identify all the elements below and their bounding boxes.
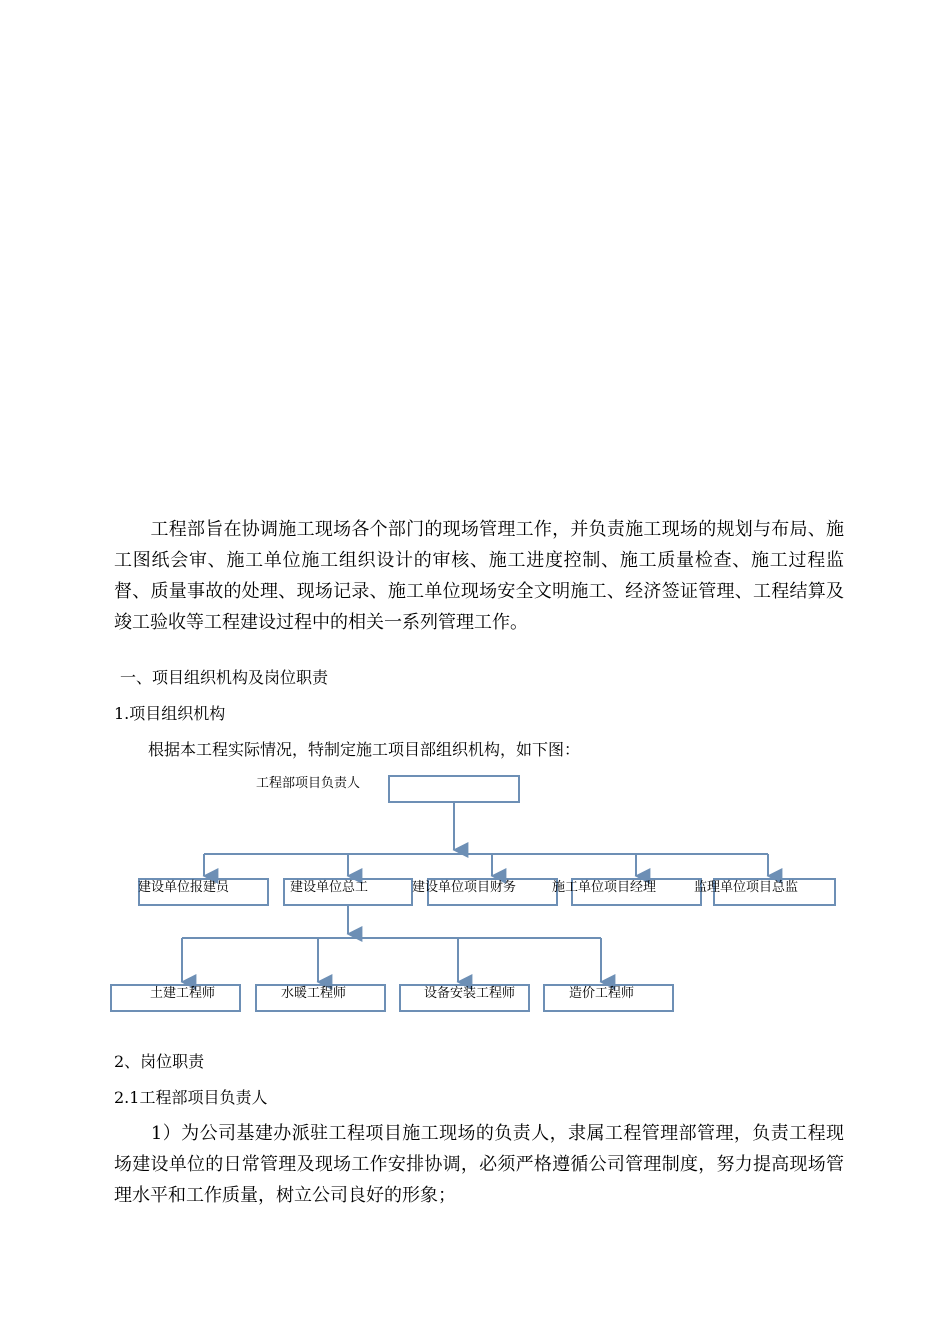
section-title-org-structure: 一、项目组织机构及岗位职责 bbox=[120, 668, 329, 687]
subsection-title-org: 1.项目组织机构 bbox=[114, 704, 226, 723]
org-box-label-finance: 建设单位项目财务 bbox=[412, 880, 517, 895]
org-box-label-supervisor: 监理单位项目总监 bbox=[694, 880, 799, 895]
org-top-label: 工程部项目负责人 bbox=[256, 776, 361, 791]
org-box-label-chief-engineer: 建设单位总工 bbox=[290, 880, 369, 895]
intro-paragraph: 工程部旨在协调施工现场各个部门的现场管理工作，并负责施工现场的规划与布局、施工图纸会审、施工单位施工组织设计的审核、施工进度控制、施工质量检查、施工过程监督、质量事故的处理、现场记录、施工单位现场安全文明施工、经济签证管理、工程结算及竣工验收等工程建设过程中的相关一系列管理工作。 bbox=[114, 519, 844, 633]
org-box-label-hvac: 水暖工程师 bbox=[281, 986, 347, 1001]
org-box-label-cost: 造价工程师 bbox=[569, 986, 635, 1001]
duty-paragraph-1: 1）为公司基建办派驻工程项目施工现场的负责人，隶属工程管理部管理，负责工程现场建设单位的日常管理及现场工作安排协调，必须严格遵循公司管理制度，努力提高现场管理水平和工作质量，树立公司良好的形象； bbox=[114, 1123, 844, 1206]
org-box-label-reporter: 建设单位报建员 bbox=[138, 880, 230, 895]
org-box-label-equipment: 设备安装工程师 bbox=[424, 986, 516, 1001]
subsection-title-head: 2.1工程部项目负责人 bbox=[114, 1088, 268, 1107]
org-description: 根据本工程实际情况，特制定施工项目部组织机构，如下图： bbox=[148, 740, 581, 759]
section-title-duties: 2、岗位职责 bbox=[114, 1052, 205, 1071]
org-box-label-civil: 土建工程师 bbox=[150, 986, 216, 1001]
org-box-label-project-manager: 施工单位项目经理 bbox=[552, 880, 657, 895]
org-top-box bbox=[389, 776, 519, 802]
